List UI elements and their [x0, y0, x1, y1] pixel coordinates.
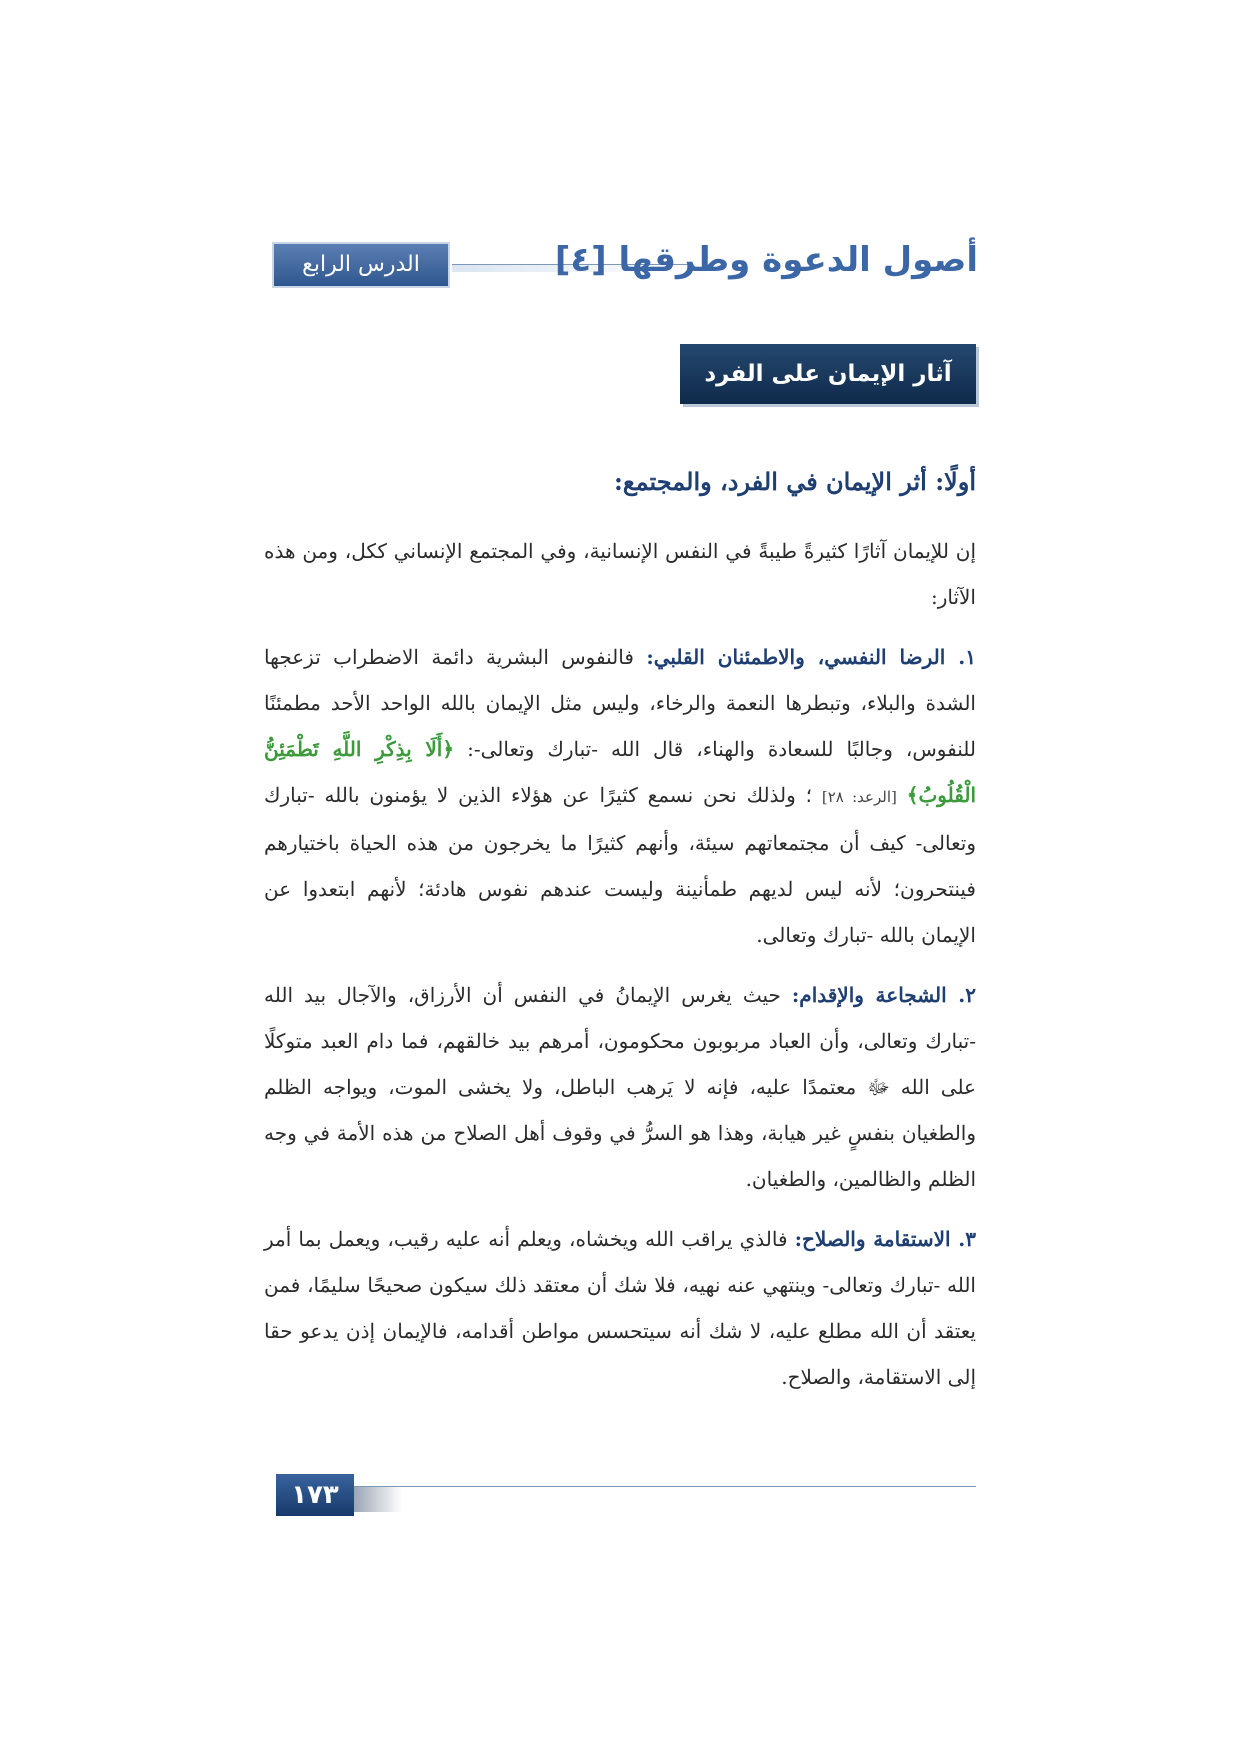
section-title: آثار الإيمان على الفرد والمجتمع	[680, 344, 976, 404]
page-footer	[276, 1474, 976, 1516]
subheading: أولًا: أثر الإيمان في الفرد، والمجتمع:	[614, 467, 976, 496]
footer-rule	[354, 1486, 976, 1487]
intro-paragraph: إن للإيمان آثارًا كثيرةً طيبةً في النفس الإنسانية، وفي المجتمع الإنساني ككل، ومن هذه الآثار:	[264, 539, 977, 609]
item-2	[264, 972, 976, 1202]
footer-shade	[354, 1486, 402, 1512]
item-1-text-before: فالنفوس البشرية دائمة الاضطراب تزعجها الشدة والبلاء، وتبطرها النعمة والرخاء، وليس مثل الإيمان بالله الواحد الأحد مطمئنًا للنفوس، وجالبًا للسعادة والهناء، قال الله -تبارك وتعالى-:	[264, 645, 977, 761]
item-1-text-after: ؛ ولذلك نحن نسمع كثيرًا عن هؤلاء الذين لا يؤمنون بالله -تبارك وتعالى- كيف أن مجتمعاتهم سيئة، وأنهم كثيرًا ما يخرجون من هذه الحياة باختيارهم فينتحرون؛ لأنه ليس لديهم طمأنينة وليست عندهم نفوس هادئة؛ لأنهم ابتعدوا عن الإيمان بالله -تبارك وتعالى.	[264, 783, 976, 947]
item-3	[264, 1216, 976, 1400]
book-title: أصول الدعوة وطرقها [٤]	[554, 240, 978, 280]
page-content	[264, 458, 976, 1414]
item-2-text: حيث يغرس الإيمانُ في النفس أن الأرزاق، والآجال بيد الله -تبارك وتعالى، وأن العباد مربوبون محكومون، أمرهم بيد خالقهم، فما دام العبد متوكلًا على الله ﷻ معتمدًا عليه، فإنه لا يَرهب الباطل، ولا يخشى الموت، ويواجه الظلم والطغيان بنفسٍ غير هيابة، وهذا هو السرُّ في وقوف أهل الصلاح من هذه الأمة في وجه الظلم والظالمين، والطغيان.	[264, 983, 976, 1191]
lesson-badge: الدرس الرابع	[272, 242, 450, 288]
item-2-title: ٢. الشجاعة والإقدام:	[791, 983, 977, 1007]
item-3-title: ٣. الاستقامة والصلاح:	[794, 1227, 977, 1251]
item-1-title: ١. الرضا النفسي، والاطمئنان القلبي:	[646, 645, 976, 669]
verse-reference: [الرعد: ٢٨]	[821, 788, 897, 806]
quran-verse: ﴿أَلَا بِذِكْرِ اللَّهِ تَطْمَئِنُّ الْقُلُوبُ﴾	[264, 737, 977, 807]
item-1	[264, 634, 976, 958]
item-3-text: فالذي يراقب الله ويخشاه، ويعلم أنه عليه رقيب، ويعمل بما أمر الله -تبارك وتعالى- وينتهي عنه نهيه، فلا شك أن معتقد ذلك سيكون صحيحًا سليمًا، فمن يعتقد أن الله مطلع عليه، لا شك أنه سيتحسس مواطن أقدامه، فالإيمان إذن يدعو حقا إلى الاستقامة، والصلاح.	[264, 1227, 976, 1389]
page-header	[272, 240, 978, 290]
page-number: ١٧٣	[276, 1474, 354, 1516]
